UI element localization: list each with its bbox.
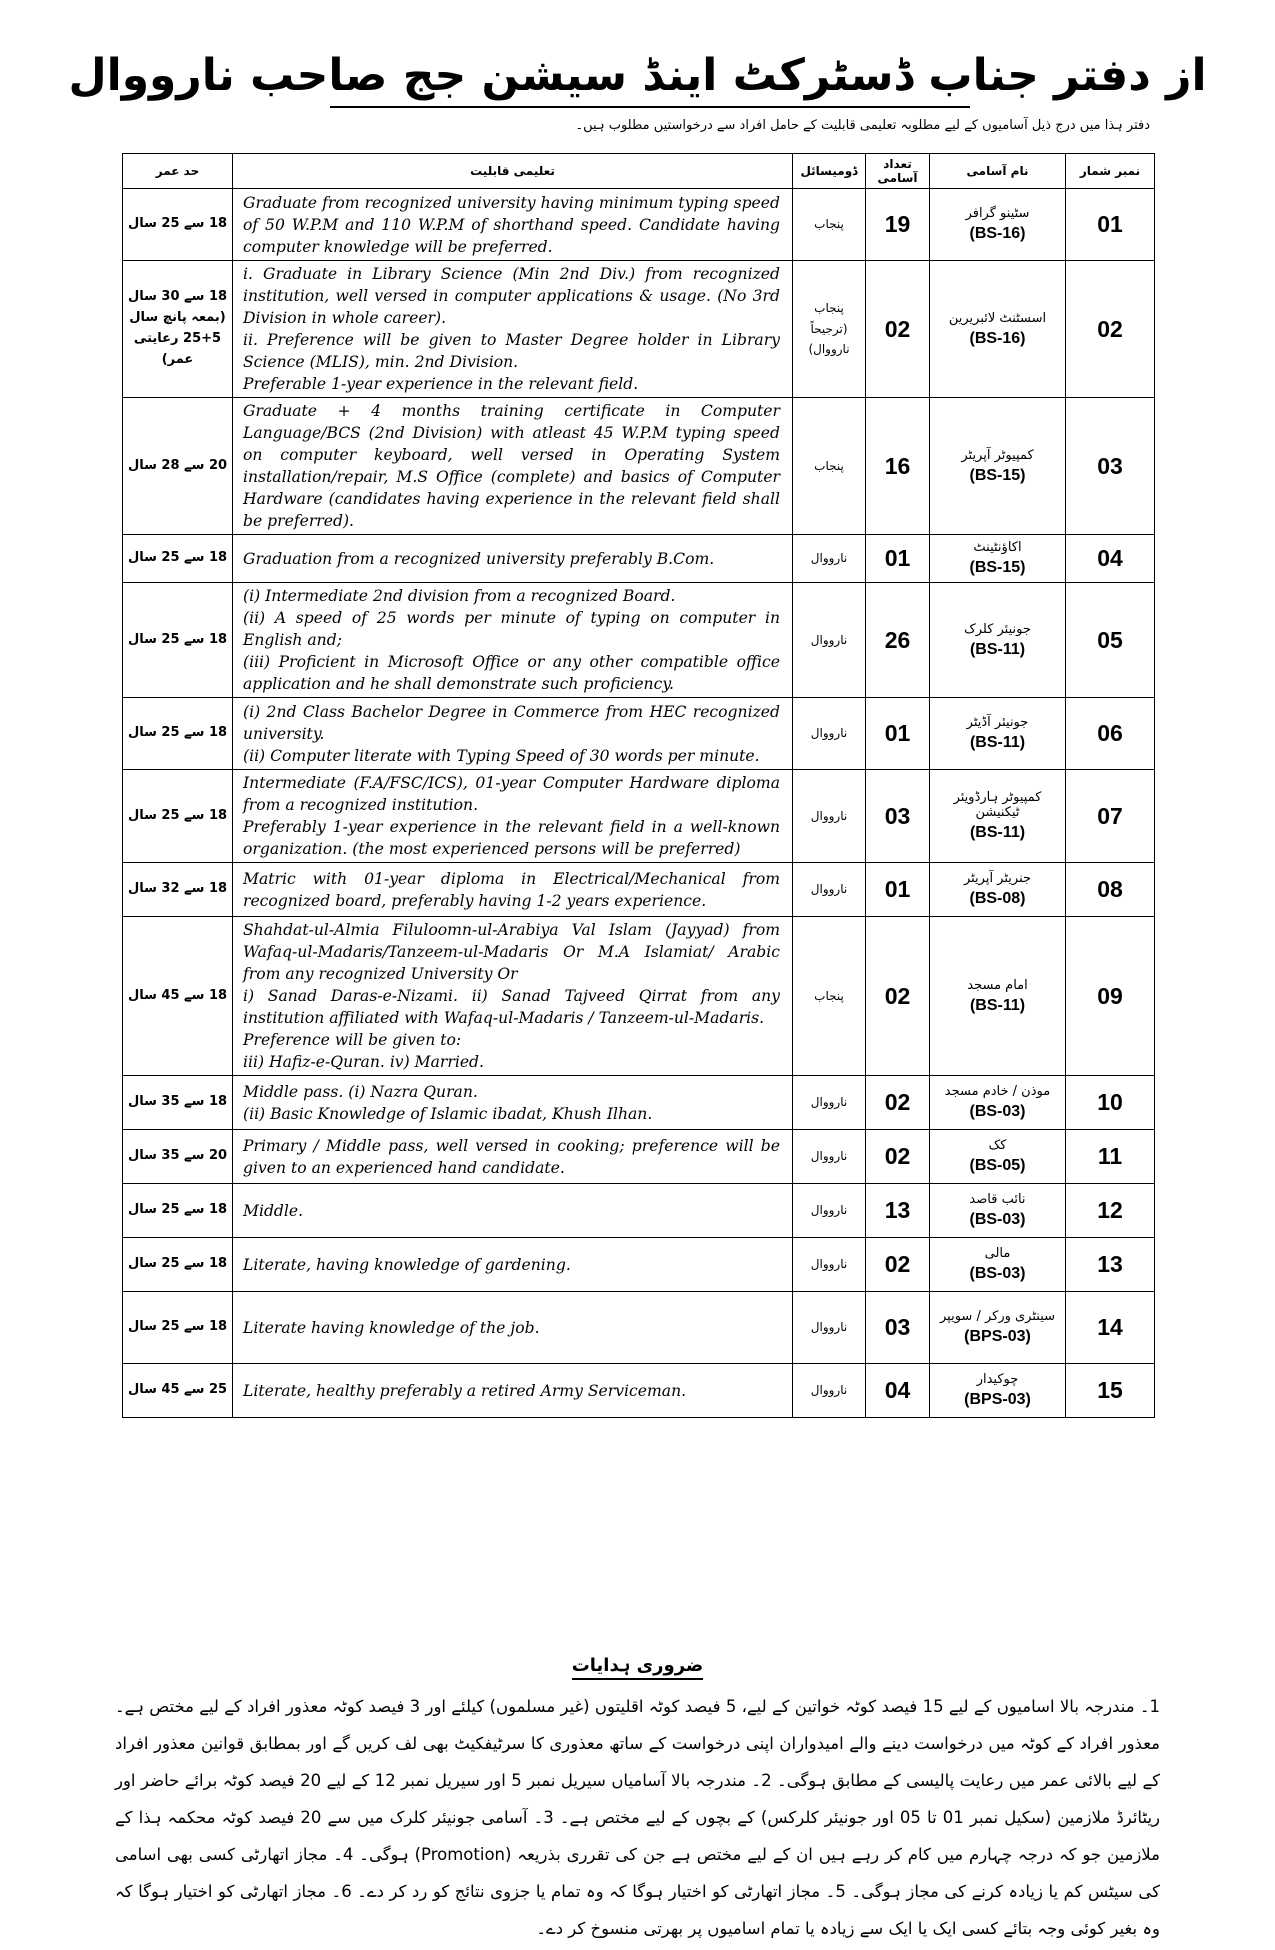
post-grade: (BS-05)	[969, 1157, 1026, 1174]
post-count-cell: 19	[866, 189, 930, 261]
post-name: اسسٹنٹ لائبریرین	[948, 310, 1047, 326]
post-name: سینٹری ورکر / سویپر	[939, 1309, 1056, 1324]
qualification-cell-line: (i) 2nd Class Bachelor Degree in Commerce from HEC recognized university.	[243, 702, 780, 743]
domicile-cell-line: پنجاب	[814, 988, 844, 1003]
serial-number-cell: 14	[1066, 1292, 1155, 1364]
age-limit-cell-line: 20 سے 35 سال	[127, 1148, 228, 1164]
qualification-cell	[233, 917, 793, 1076]
post-count-cell: 26	[866, 583, 930, 698]
domicile-cell-line: پنجاب	[814, 217, 844, 232]
post-count-cell: 13	[866, 1184, 930, 1238]
age-limit-cell	[123, 917, 233, 1076]
page-title: از دفتر جناب ڈسٹرکٹ اینڈ سیشن جج صاحب نارووال	[68, 50, 1207, 101]
table-row	[123, 261, 1155, 398]
serial-number-cell: 15	[1066, 1364, 1155, 1418]
table-row	[123, 1292, 1155, 1364]
domicile-cell	[793, 535, 866, 583]
qualification-cell	[233, 698, 793, 770]
post-name: نائب قاصد	[969, 1192, 1026, 1207]
age-limit-cell	[123, 770, 233, 863]
domicile-cell	[793, 583, 866, 698]
qualification-cell-line: Literate, healthy preferably a retired Army Serviceman.	[243, 1381, 687, 1400]
post-grade: (BS-16)	[969, 225, 1026, 242]
domicile-cell-line: نارووال	[810, 1203, 848, 1218]
serial-number-cell: 04	[1066, 535, 1155, 583]
age-limit-cell	[123, 1292, 233, 1364]
age-limit-cell-line: 20 سے 28 سال	[127, 457, 228, 473]
table-header-row	[123, 154, 1155, 189]
qualification-cell-line: (ii) Basic Knowledge of Islamic ibadat, Khush Ilhan.	[243, 1104, 653, 1123]
age-limit-cell-line: 18 سے 25 سال	[127, 807, 228, 823]
domicile-cell	[793, 1292, 866, 1364]
qualification-cell-line: Matric with 01-year diploma in Electrical/Mechanical from recognized board, preferably having 1-2 years experience.	[243, 869, 780, 910]
table-row	[123, 583, 1155, 698]
age-limit-cell	[123, 1364, 233, 1418]
post-count-cell: 02	[866, 261, 930, 398]
qualification-cell-line: Middle pass. (i) Nazra Quran.	[243, 1082, 478, 1101]
qualification-cell	[233, 1238, 793, 1292]
post-count-cell: 02	[866, 917, 930, 1076]
post-name-cell	[930, 917, 1066, 1076]
title-underline	[330, 106, 970, 108]
age-limit-cell-line: 25 سے 45 سال	[127, 1382, 228, 1398]
age-limit-cell	[123, 863, 233, 917]
age-limit-cell-line: 18 سے 25 سال	[127, 216, 228, 232]
qualification-cell-line: Intermediate (F.A/FSC/ICS), 01-year Computer Hardware diploma from a recognized institution.	[243, 774, 780, 814]
qualification-cell-line: Middle.	[243, 1201, 304, 1220]
qualification-cell-line: (iii) Proficient in Microsoft Office or any other compatible office application and he shall demonstrate such proficiency.	[243, 653, 780, 693]
age-limit-cell	[123, 261, 233, 398]
post-grade: (BS-11)	[969, 996, 1026, 1014]
table-row	[123, 1076, 1155, 1130]
qualification-cell-line: Graduation from a recognized university preferably B.Com.	[243, 549, 715, 568]
age-limit-cell	[123, 1076, 233, 1130]
domicile-cell-line: نارووال	[810, 1149, 848, 1164]
age-limit-cell-line: 18 سے 25 سال	[127, 1202, 228, 1218]
serial-number-cell: 12	[1066, 1184, 1155, 1238]
age-limit-cell-line: 18 سے 25 سال	[127, 631, 228, 647]
post-grade: (BS-08)	[969, 890, 1026, 907]
post-name-cell	[930, 535, 1066, 583]
header-post: نام آسامی	[930, 154, 1066, 189]
qualification-cell-line: i. Graduate in Library Science (Min 2nd Div.) from recognized institution, well versed in computer applications & usage. (No 3rd Division in whole career).	[243, 265, 780, 327]
qualification-cell-line: (i) Intermediate 2nd division from a recognized Board.	[243, 587, 676, 605]
domicile-cell-line: نارووال	[810, 726, 848, 741]
qualification-cell	[233, 1184, 793, 1238]
header-count: تعداد آسامی	[866, 154, 930, 189]
table-row	[123, 917, 1155, 1076]
table-row	[123, 189, 1155, 261]
domicile-cell-line: نارووال	[810, 1095, 848, 1110]
qualification-cell	[233, 1292, 793, 1364]
age-limit-cell-line: 18 سے 25 سال	[127, 1319, 228, 1335]
table-row	[123, 863, 1155, 917]
domicile-cell	[793, 698, 866, 770]
qualification-cell-line: Preferably 1-year experience in the relevant field in a well-known organization. (the most experienced persons will be preferred)	[243, 818, 780, 858]
qualification-cell-line: Graduate + 4 months training certificate in Computer Language/BCS (2nd Division) with atleast 45 W.P.M typing speed on computer keyboard, well versed in Operating System installation/repair, M.S Office (complete) and basics of Computer Hardware (candidates having experience in the relevant field shall be preferred).	[243, 402, 780, 530]
post-name: کک	[988, 1138, 1007, 1153]
post-grade: (BPS-03)	[964, 1391, 1031, 1408]
age-limit-cell-line: 18 سے 25 سال	[127, 725, 228, 741]
serial-number-cell: 02	[1066, 261, 1155, 398]
qualification-cell	[233, 1130, 793, 1184]
domicile-cell	[793, 770, 866, 863]
serial-number-cell: 13	[1066, 1238, 1155, 1292]
domicile-cell-line: نارووال	[810, 1320, 848, 1335]
post-count-cell: 04	[866, 1364, 930, 1418]
age-limit-cell-line: 18 سے 32 سال	[127, 881, 228, 897]
domicile-cell	[793, 917, 866, 1076]
domicile-cell	[793, 1364, 866, 1418]
post-name: جونیئر کلرک	[964, 621, 1031, 637]
table-row	[123, 1130, 1155, 1184]
domicile-cell-line: پنجاب	[814, 458, 844, 473]
qualification-cell-line: Literate, having knowledge of gardening.	[243, 1255, 571, 1274]
qualification-cell-line: Primary / Middle pass, well versed in cooking; preference will be given to an experienced hand candidate.	[243, 1136, 780, 1177]
instructions-title-text: ضروری ہدایات	[572, 1655, 704, 1680]
post-name: موذن / خادم مسجد	[944, 1084, 1051, 1099]
domicile-cell-line: (ترجیحاً	[810, 321, 848, 336]
serial-number-cell: 05	[1066, 583, 1155, 698]
instructions-title	[0, 1655, 1275, 1676]
header-serial: نمبر شمار	[1066, 154, 1155, 189]
post-grade: (BS-11)	[969, 640, 1026, 658]
domicile-cell-line: نارووال	[810, 1383, 848, 1398]
age-limit-cell	[123, 398, 233, 535]
domicile-cell	[793, 1238, 866, 1292]
post-name-cell	[930, 1076, 1066, 1130]
post-name-cell	[930, 1130, 1066, 1184]
post-name-cell	[930, 863, 1066, 917]
post-count-cell: 03	[866, 770, 930, 863]
post-name: چوکیدار	[976, 1372, 1019, 1387]
post-count-cell: 01	[866, 863, 930, 917]
domicile-cell	[793, 1130, 866, 1184]
serial-number-cell: 07	[1066, 770, 1155, 863]
qualification-cell-line: Literate having knowledge of the job.	[243, 1318, 540, 1337]
age-limit-cell-line: 25+5 رعایتی عمر)	[133, 331, 222, 367]
domicile-cell	[793, 398, 866, 535]
post-grade: (BS-15)	[969, 466, 1026, 484]
post-name: جونیئر آڈیٹر	[966, 715, 1029, 730]
post-grade: (BS-03)	[969, 1265, 1026, 1282]
table-row	[123, 1238, 1155, 1292]
post-name: سٹینو گرافر	[965, 206, 1030, 221]
table-row	[123, 770, 1155, 863]
post-count-cell: 02	[866, 1076, 930, 1130]
serial-number-cell: 03	[1066, 398, 1155, 535]
post-name: اکاؤنٹینٹ	[973, 540, 1022, 555]
post-name: امام مسجد	[967, 977, 1028, 993]
post-name-cell	[930, 1184, 1066, 1238]
table-row	[123, 1364, 1155, 1418]
qualification-cell-line: ii. Preference will be given to Master Degree holder in Library Science (MLIS), min. 2nd Division.	[243, 331, 780, 371]
post-name: کمپیوٹر آپریٹر	[961, 447, 1034, 463]
post-name-cell	[930, 189, 1066, 261]
qualification-cell	[233, 398, 793, 535]
domicile-cell-line: نارووال	[810, 1257, 848, 1272]
domicile-cell-line: نارووال	[810, 882, 848, 897]
age-limit-cell	[123, 583, 233, 698]
post-name-cell	[930, 770, 1066, 863]
post-grade: (BS-11)	[969, 824, 1026, 841]
age-limit-cell	[123, 189, 233, 261]
age-limit-cell-line: 18 سے 30 سال	[127, 289, 228, 305]
domicile-cell-line: نارووال	[810, 808, 848, 823]
domicile-cell-line: نارووال	[810, 551, 848, 566]
table-row	[123, 698, 1155, 770]
serial-number-cell: 11	[1066, 1130, 1155, 1184]
domicile-cell	[793, 261, 866, 398]
header-age: حد عمر	[123, 154, 233, 189]
serial-number-cell: 08	[1066, 863, 1155, 917]
post-grade: (BS-15)	[969, 559, 1026, 576]
qualification-cell	[233, 583, 793, 698]
qualification-cell	[233, 261, 793, 398]
post-name: مالی	[984, 1246, 1011, 1261]
qualification-cell	[233, 1364, 793, 1418]
header-domicile: ڈومیسائل	[793, 154, 866, 189]
qualification-cell-line: (ii) A speed of 25 words per minute of typing on computer in English and;	[243, 609, 780, 649]
qualification-cell-line: Graduate from recognized university having minimum typing speed of 50 W.P.M and 110 W.P.M of shorthand speed. Candidate having computer knowledge will be preferred.	[243, 193, 780, 256]
age-limit-cell	[123, 535, 233, 583]
post-name-cell	[930, 1292, 1066, 1364]
qualification-cell-line: i) Sanad Daras-e-Nizami. ii) Sanad Tajveed Qirrat from any institution affiliated with Wafaq-ul-Madaris / Tanzeem-ul-Madaris.	[243, 987, 780, 1027]
post-count-cell: 02	[866, 1130, 930, 1184]
qualification-cell	[233, 770, 793, 863]
qualification-cell	[233, 1076, 793, 1130]
age-limit-cell-line: (بمعہ پانچ سال	[129, 310, 226, 326]
qualification-cell-line: Preferable 1-year experience in the relevant field.	[243, 375, 639, 393]
post-count-cell: 16	[866, 398, 930, 535]
age-limit-cell	[123, 1130, 233, 1184]
post-name-cell	[930, 398, 1066, 535]
serial-number-cell: 01	[1066, 189, 1155, 261]
age-limit-cell	[123, 1238, 233, 1292]
table-row	[123, 1184, 1155, 1238]
qualification-cell-line: (ii) Computer literate with Typing Speed of 30 words per minute.	[243, 746, 760, 765]
post-name-cell	[930, 1364, 1066, 1418]
qualification-cell-line: Preference will be given to:	[243, 1031, 462, 1049]
domicile-cell	[793, 1184, 866, 1238]
intro-text: دفتر ہذا میں درج ذیل آسامیوں کے لیے مطلوبہ تعلیمی قابلیت کے حامل افراد سے درخواستیں مطلوب ہیں۔	[575, 118, 1150, 133]
post-name: کمپیوٹر ہارڈویئر ٹیکنیشن	[953, 790, 1042, 820]
post-name-cell	[930, 1238, 1066, 1292]
post-name-cell	[930, 698, 1066, 770]
qualification-cell-line: iii) Hafiz-e-Quran. iv) Married.	[243, 1053, 484, 1071]
post-grade: (BPS-03)	[964, 1328, 1031, 1345]
qualification-cell	[233, 189, 793, 261]
age-limit-cell	[123, 1184, 233, 1238]
instructions-body: 1۔ مندرجہ بالا اسامیوں کے لیے 15 فیصد کوٹہ خواتین کے لیے، 5 فیصد کوٹہ اقلیتوں (غیر مسلموں) کیلئے اور 3 فیصد کوٹہ معذور افراد کے لیے مختص ہے۔ معذور افراد کے کوٹہ میں درخواست دینے والے امیدواران اپنی درخواست کے ساتھ معذوری کا سرٹیفکیٹ بھی لف کریں گے اور بمطابق قوانین معذور افراد کے لیے بالائی عمر میں رعایت پالیسی کے مطابق ہوگی۔ 2۔ مندرجہ بالا آسامیاں سیریل نمبر 5 اور سیریل نمبر 12 کے لیے 20 فیصد کوٹہ برائے حاضر اور ریٹائرڈ ملازمین (سکیل نمبر 01 تا 05 اور جونیئر کلرکس) کے بچوں کے لیے مختص ہے۔ 3۔ آسامی جونیئر کلرک میں سے 20 فیصد کوٹہ محکمہ ہذا کے ملازمین جو کہ درجہ چہارم میں کام کر رہے ہیں ان کے لیے مختص ہے جن کی تقرری بذریعہ (Promotion) ہوگی۔ 4۔ مجاز اتھارٹی کسی بھی اسامی کی سیٹس کم یا زیادہ کرنے کی مجاز ہوگی۔ 5۔ مجاز اتھارٹی کو اختیار ہوگا کہ وہ تمام یا جزوی نتائج کو رد کر دے۔ 6۔ مجاز اتھارٹی کو اختیار ہوگا کہ وہ بغیر کوئی وجہ بتائے کسی ایک یا ایک سے زیادہ یا تمام اسامیوں پر بھرتی منسوخ کر دے۔	[115, 1697, 1161, 1938]
age-limit-cell	[123, 698, 233, 770]
table-row	[123, 535, 1155, 583]
age-limit-cell-line: 18 سے 25 سال	[127, 550, 228, 566]
post-name: جنریٹر آپریٹر	[963, 871, 1032, 886]
header-qualification: تعلیمی قابلیت	[233, 154, 793, 189]
qualification-cell-line: Shahdat-ul-Almia Filuloomn-ul-Arabiya Val Islam (Jayyad) from Wafaq-ul-Madaris/Tanzeem-ul-Madaris Or M.A Islamiat/ Arabic from any recognized University Or	[243, 921, 780, 983]
vacancies-table	[122, 153, 1155, 1418]
domicile-cell	[793, 1076, 866, 1130]
qualification-cell	[233, 863, 793, 917]
post-count-cell: 02	[866, 1238, 930, 1292]
age-limit-cell-line: 18 سے 35 سال	[127, 1094, 228, 1110]
domicile-cell-line: نارووال	[810, 632, 848, 647]
domicile-cell-line: پنجاب	[814, 301, 844, 316]
post-name-cell	[930, 261, 1066, 398]
post-count-cell: 03	[866, 1292, 930, 1364]
domicile-cell	[793, 863, 866, 917]
post-grade: (BS-11)	[969, 734, 1026, 751]
age-limit-cell-line: 18 سے 25 سال	[127, 1256, 228, 1272]
post-count-cell: 01	[866, 535, 930, 583]
age-limit-cell-line: 18 سے 45 سال	[127, 987, 228, 1003]
serial-number-cell: 06	[1066, 698, 1155, 770]
post-grade: (BS-03)	[969, 1211, 1026, 1228]
serial-number-cell: 09	[1066, 917, 1155, 1076]
post-grade: (BS-03)	[969, 1103, 1026, 1120]
domicile-cell	[793, 189, 866, 261]
domicile-cell-line: نارووال)	[808, 342, 850, 357]
qualification-cell	[233, 535, 793, 583]
table-row	[123, 398, 1155, 535]
serial-number-cell: 10	[1066, 1076, 1155, 1130]
post-grade: (BS-16)	[969, 329, 1026, 347]
post-count-cell: 01	[866, 698, 930, 770]
post-name-cell	[930, 583, 1066, 698]
